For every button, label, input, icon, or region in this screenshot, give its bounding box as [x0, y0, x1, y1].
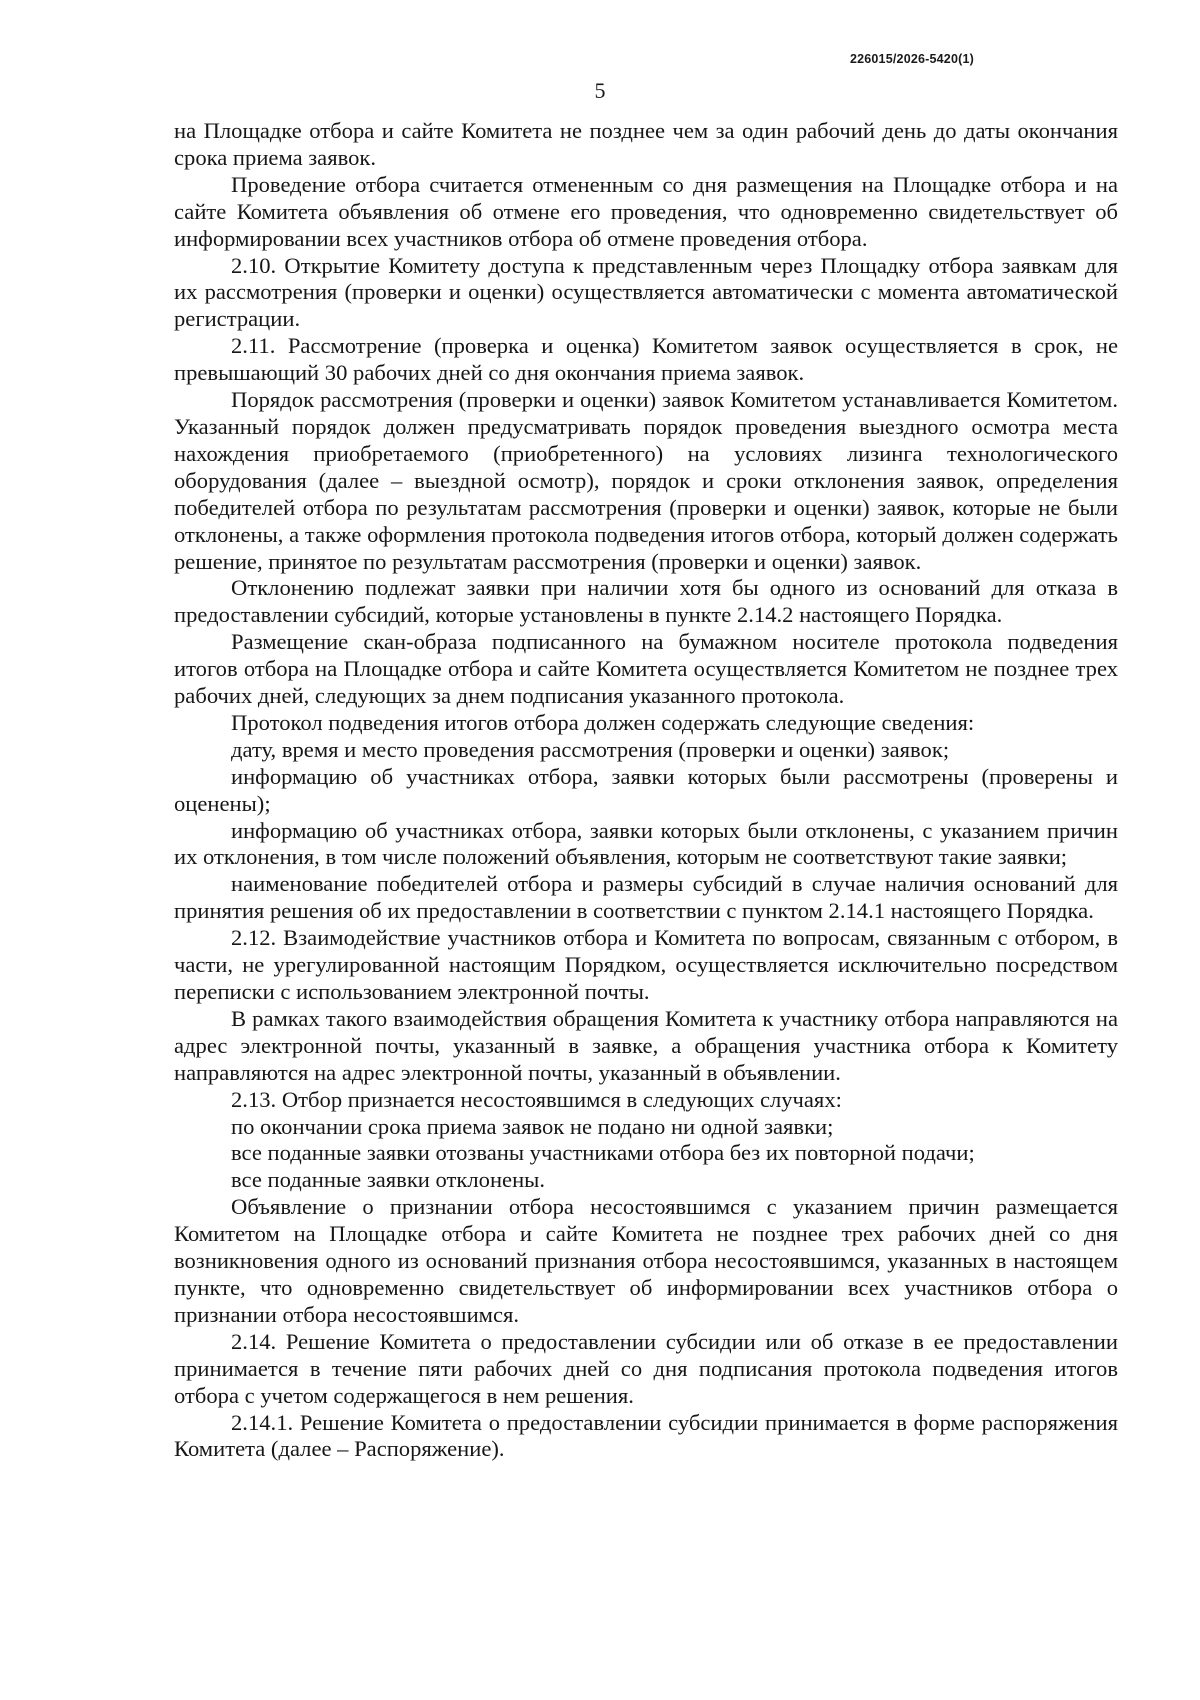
document-id: 226015/2026-5420(1) [849, 52, 974, 66]
paragraph: В рамках такого взаимодействия обращения Комитета к участнику отбора направляются на адрес электронной почты, указанный в заявке, а обращения участника отбора к Комитету направляются на адрес электронной почты, указанный в объявлении. [174, 1005, 1118, 1085]
list-item: информацию об участниках отбора, заявки которых были рассмотрены (проверены и оценены); [174, 763, 1118, 816]
page-number: 5 [594, 78, 606, 103]
paragraph-2-10: 2.10. Открытие Комитету доступа к представленным через Площадку отбора заявкам для их рассмотрения (проверки и оценки) осуществляется автоматически с момента автоматической регистрации. [174, 252, 1118, 332]
paragraph-continuation: на Площадке отбора и сайте Комитета не позднее чем за один рабочий день до даты окончания срока приема заявок. [174, 118, 1118, 170]
list-item: дату, время и место проведения рассмотрения (проверки и оценки) заявок; [231, 736, 950, 762]
paragraph-2-12: 2.12. Взаимодействие участников отбора и Комитета по вопросам, связанным с отбором, в части, не урегулированной настоящим Порядком, осуществляется исключительно посредством переписки с использованием электронной почты. [174, 925, 1118, 1004]
paragraph: Протокол подведения итогов отбора должен содержать следующие сведения: [231, 709, 975, 735]
paragraph: Отклонению подлежат заявки при наличии хотя бы одного из оснований для отказа в предоставлении субсидий, которые установлены в пункте 2.14.2 настоящего Порядка. [174, 575, 1118, 628]
paragraph: Размещение скан-образа подписанного на бумажном носителе протокола подведения итогов отбора на Площадке отбора и сайте Комитета осуществляется Комитетом не позднее трех рабочих дней, следующих за днем подписания указанного протокола. [174, 629, 1118, 709]
list-item: все поданные заявки отклонены. [231, 1167, 546, 1193]
paragraph-2-13: 2.13. Отбор признается несостоявшимся в следующих случаях: [231, 1086, 842, 1112]
paragraph: Объявление о признании отбора несостоявшимся с указанием причин размещается Комитетом на Площадке отбора и сайте Комитета не позднее трех рабочих дней со дня возникновения одного из оснований признания отбора несостоявшимся, указанных в настоящем пункте, что одновременно свидетельствует об информировании всех участников отбора о признании отбора несостоявшимся. [174, 1194, 1118, 1327]
list-item: наименование победителей отбора и размеры субсидий в случае наличия оснований для принятия решения об их предоставлении в соответствии с пунктом 2.14.1 настоящего Порядка. [174, 871, 1118, 924]
paragraph: Проведение отбора считается отмененным со дня размещения на Площадке отбора и на сайте Комитета объявления об отмене его проведения, что одновременно свидетельствует об информировании всех участников отбора об отмене проведения отбора. [174, 171, 1118, 251]
paragraph-2-14: 2.14. Решение Комитета о предоставлении субсидии или об отказе в ее предоставлении принимается в течение пяти рабочих дней со дня подписания протокола подведения итогов отбора с учетом содержащегося в нем решения. [174, 1328, 1118, 1408]
paragraph-2-14-1: 2.14.1. Решение Комитета о предоставлении субсидии принимается в форме распоряжения Комитета (далее – Распоряжение). [174, 1409, 1118, 1462]
list-item: по окончании срока приема заявок не подано ни одной заявки; [231, 1113, 834, 1139]
document-body [174, 118, 1118, 1463]
paragraph-2-11: 2.11. Рассмотрение (проверка и оценка) Комитетом заявок осуществляется в срок, не превышающий 30 рабочих дней со дня окончания приема заявок. [174, 333, 1118, 386]
list-item: информацию об участниках отбора, заявки которых были отклонены, с указанием причин их отклонения, в том числе положений объявления, которым не соответствуют такие заявки; [174, 817, 1118, 870]
paragraph: Порядок рассмотрения (проверки и оценки) заявок Комитетом устанавливается Комитетом. Указанный порядок должен предусматривать порядок проведения выездного осмотра места нахождения приобретаемого (приобретенного) на условиях лизинга технологического оборудования (далее – выездной осмотр), порядок и сроки отклонения заявок, определения победителей отбора по результатам рассмотрения (проверки и оценки) заявок, которые не были отклонены, а также оформления протокола подведения итогов отбора, который должен содержать решение, принятое по результатам рассмотрения (проверки и оценки) заявок. [174, 387, 1118, 574]
list-item: все поданные заявки отозваны участниками отбора без их повторной подачи; [231, 1140, 975, 1166]
